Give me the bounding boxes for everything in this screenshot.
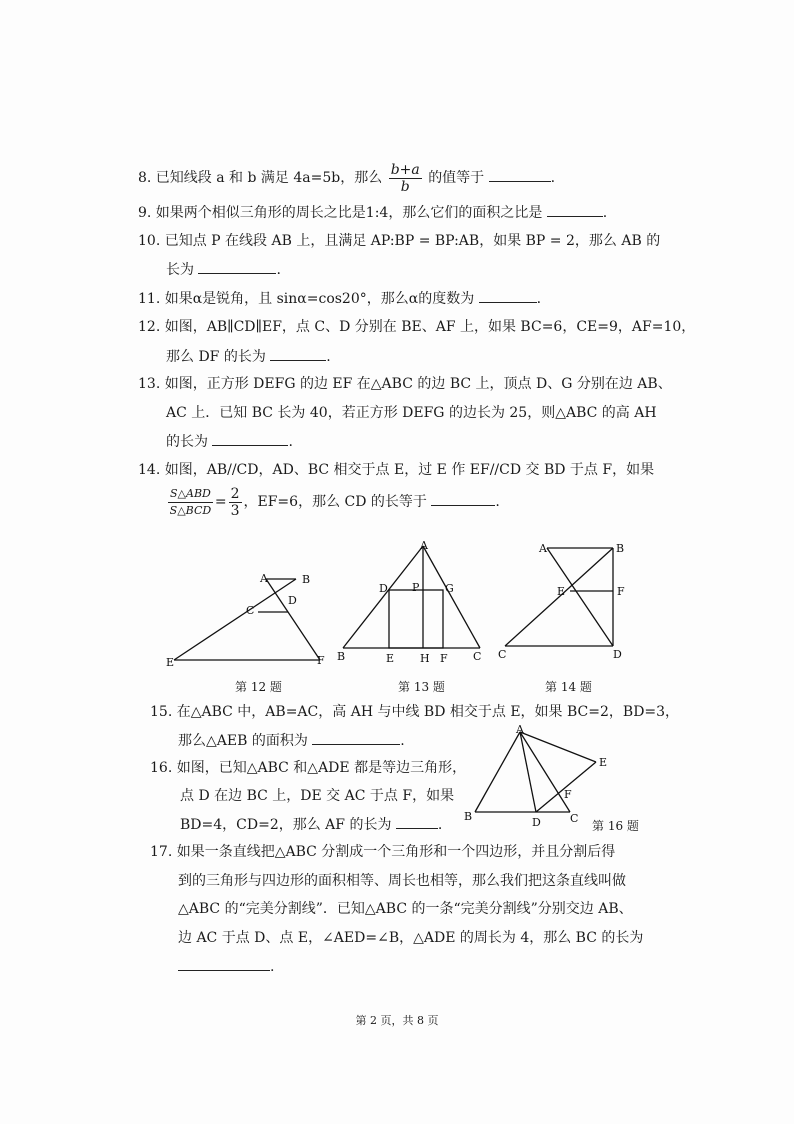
q14-fraction-area (168, 486, 213, 519)
answer-blank[interactable] (212, 431, 288, 446)
question-10 (138, 231, 660, 251)
q13-line2: AC 上．已知 BC 长为 40，若正方形 DEFG 的边长为 25，则△ABC 的高 AH (166, 405, 657, 421)
figure-16 (458, 722, 608, 834)
figure-13-caption: 第 13 题 (398, 680, 445, 694)
question-9 (138, 202, 607, 223)
q16-line3: BD=4，CD=2，那么 AF 的长为 (180, 817, 392, 833)
q9-end: . (602, 205, 608, 221)
question-15-cont (178, 730, 405, 751)
question-16-cont (180, 786, 454, 806)
label-B: B (616, 542, 625, 555)
answer-blank[interactable] (396, 814, 438, 829)
q11-text: 11. 如果α是锐角，且 sinα=cos20°，那么α的度数为 (138, 291, 475, 307)
label-C: C (498, 648, 507, 661)
q15-end: . (400, 733, 405, 749)
q15-line2: 那么△AEB 的面积为 (178, 733, 308, 749)
label-B: B (464, 810, 473, 823)
question-11 (138, 288, 541, 309)
figure-16-caption: 第 16 题 (592, 819, 639, 833)
figure-13 (335, 538, 490, 666)
q13-line3: 的长为 (166, 434, 208, 450)
q15-line1: 15. 在△ABC 中，AB=AC，高 AH 与中线 BD 相交于点 E，如果 BC=2，BD=3， (150, 704, 680, 720)
question-17-cont3 (178, 928, 643, 948)
q13-end: . (288, 434, 293, 450)
label-B: B (302, 573, 311, 586)
answer-blank[interactable] (479, 288, 537, 303)
question-13 (138, 374, 672, 394)
label-H: H (420, 652, 430, 665)
q17-line3: △ABC 的“完美分割线”．已知△ABC 的一条“完美分割线”分别交边 AB、 (178, 901, 633, 917)
label-F: F (617, 585, 625, 598)
label-A: A (539, 542, 547, 555)
q14-frac2-den: 3 (230, 502, 240, 519)
q17-end: . (270, 959, 275, 975)
answer-blank[interactable] (547, 202, 603, 217)
q8-fraction (389, 162, 422, 195)
answer-blank[interactable] (198, 259, 276, 274)
label-C: C (246, 604, 255, 617)
label-G: G (445, 582, 454, 595)
label-C: C (570, 812, 579, 825)
question-13-cont (166, 403, 657, 423)
q12-line2: 那么 DF 的长为 (166, 349, 266, 365)
figure-12 (160, 560, 335, 672)
label-B: B (337, 650, 346, 663)
answer-blank[interactable] (489, 167, 551, 182)
q16-line1: 16. 如图，已知△ABC 和△ADE 都是等边三角形， (150, 760, 467, 776)
q11-end: . (536, 291, 542, 307)
q14-frac-num: S△ABD (168, 486, 213, 503)
label-A: A (420, 539, 428, 552)
label-E: E (557, 585, 566, 598)
q17-line1: 17. 如果一条直线把△ABC 分割成一个三角形和一个四边形，并且分割后得 (150, 844, 616, 860)
label-E: E (599, 756, 608, 769)
label-D: D (532, 816, 541, 829)
q8-frac-den: b (400, 178, 410, 195)
question-17-cont2 (178, 899, 633, 919)
q16-end: . (437, 817, 443, 833)
question-8 (138, 160, 555, 196)
q14-text-2: ，EF=6，那么 CD 的长等于 (243, 494, 427, 510)
question-12 (138, 317, 695, 337)
q17-line2: 到的三角形与四边形的面积相等、周长也相等，那么我们把这条直线叫做 (178, 873, 626, 889)
question-15 (150, 702, 679, 722)
q16-line2: 点 D 在边 BC 上，DE 交 AC 于点 F，如果 (180, 788, 455, 804)
answer-blank[interactable] (178, 956, 270, 971)
q14-equals: = (214, 494, 227, 510)
q8-text: 8. 已知线段 a 和 b 满足 4a=5b，那么 (138, 170, 383, 186)
question-10-cont (166, 259, 281, 280)
q13-line1: 13. 如图，正方形 DEFG 的边 EF 在△ABC 的边 BC 上，顶点 D、G 分别在边 AB、 (138, 376, 672, 392)
label-F: F (317, 654, 325, 667)
answer-blank[interactable] (431, 491, 495, 506)
answer-blank[interactable] (270, 346, 326, 361)
question-14 (138, 460, 654, 480)
question-12-cont (166, 346, 331, 367)
q14-fraction-ratio (229, 486, 242, 519)
q17-line4: 边 AC 于点 D、点 E，∠AED=∠B，△ADE 的周长为 4，那么 BC 的长为 (178, 930, 644, 946)
page-footer: 第 2 页，共 8 页 (355, 1014, 439, 1027)
label-D: D (379, 582, 388, 595)
q14-end: . (495, 494, 500, 510)
question-17 (150, 842, 615, 862)
q10-line1: 10. 已知点 P 在线段 AB 上，且满足 AP:BP = BP:AB，如果 BP = 2，那么 AB 的 (138, 233, 661, 249)
answer-blank[interactable] (312, 730, 400, 745)
q8-frac-num: b+a (390, 161, 420, 178)
label-A: A (516, 723, 524, 736)
figure-12-caption: 第 12 题 (235, 680, 282, 694)
question-13-cont2 (166, 431, 293, 452)
label-P: P (412, 581, 420, 594)
q8-end: . (550, 170, 556, 186)
label-D: D (288, 594, 297, 607)
question-16-cont2 (180, 814, 442, 835)
label-A: A (260, 572, 268, 585)
question-17-cont4 (178, 956, 274, 977)
question-16 (150, 758, 466, 778)
label-E: E (386, 652, 395, 665)
q10-line2: 长为 (166, 262, 194, 278)
label-F: F (564, 788, 572, 801)
figure-14 (495, 538, 635, 666)
label-E: E (166, 656, 175, 669)
q10-end: . (276, 262, 281, 278)
question-14-cont (166, 484, 500, 520)
q8-text-2: 的值等于 (428, 170, 485, 186)
label-D: D (613, 648, 622, 661)
label-C: C (473, 650, 482, 663)
q9-text: 9. 如果两个相似三角形的周长之比是1:4，那么它们的面积之比是 (138, 205, 543, 221)
q14-line1: 14. 如图，AB//CD，AD、BC 相交于点 E，过 E 作 EF//CD 交 BD 于点 F，如果 (138, 462, 655, 478)
question-17-cont (178, 871, 626, 891)
q12-line1: 12. 如图，AB∥CD∥EF，点 C、D 分别在 BE、AF 上，如果 BC=6，CE=9，AF=10， (138, 319, 696, 335)
figure-14-caption: 第 14 题 (545, 680, 592, 694)
q12-end: . (326, 349, 331, 365)
label-F: F (440, 652, 448, 665)
q14-frac2-num: 2 (230, 485, 240, 502)
q14-frac-den: S△BCD (169, 503, 212, 517)
